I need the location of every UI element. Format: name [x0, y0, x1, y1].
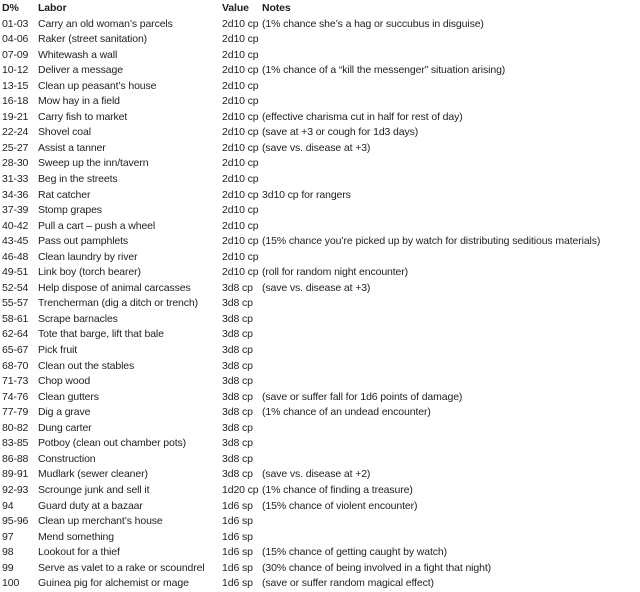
cell-d: 80-82	[2, 421, 29, 434]
cell-value: 2d10 cp	[222, 17, 259, 30]
cell-notes: (30% chance of being involved in a fight that night)	[262, 561, 491, 574]
cell-notes	[262, 172, 640, 188]
cell-value: 3d8 cp	[222, 312, 253, 325]
cell-notes	[262, 359, 640, 375]
cell-notes	[262, 343, 640, 359]
table-row	[2, 421, 640, 437]
cell-notes: (1% chance she’s a hag or succubus in disguise)	[262, 17, 484, 30]
cell-notes	[262, 250, 640, 266]
cell-labor: Link boy (torch bearer)	[38, 266, 141, 279]
cell-value: 1d6 sp	[222, 546, 253, 559]
cell-labor: Potboy (clean out chamber pots)	[38, 437, 187, 450]
cell-notes: (15% chance of violent encounter)	[262, 499, 418, 512]
cell-labor: Mow hay in a field	[38, 95, 120, 108]
table-row	[2, 219, 640, 235]
table-row	[2, 281, 640, 297]
cell-notes: (15% chance you’re picked up by watch for distributing seditious materials)	[262, 235, 601, 248]
cell-notes: (save vs. disease at +2)	[262, 468, 371, 481]
cell-d: 19-21	[2, 110, 29, 123]
table-row	[2, 250, 640, 266]
cell-notes: (roll for random night encounter)	[262, 266, 409, 279]
cell-d: 89-91	[2, 468, 29, 481]
cell-value: 2d10 cp	[222, 204, 259, 217]
cell-labor: Mudlark (sewer cleaner)	[38, 468, 148, 481]
cell-notes	[262, 514, 640, 530]
cell-labor: Carry an old woman’s parcels	[38, 17, 173, 30]
column-header-value: Value	[222, 2, 249, 14]
cell-notes	[262, 436, 640, 452]
table-row	[2, 499, 640, 515]
cell-notes: (1% chance of a “kill the messenger” situation arising)	[262, 64, 506, 77]
cell-d: 37-39	[2, 204, 29, 217]
cell-notes	[262, 94, 640, 110]
cell-value: 2d10 cp	[222, 157, 259, 170]
cell-labor: Scrounge junk and sell it	[38, 483, 150, 496]
table-row	[2, 296, 640, 312]
table-row	[2, 79, 640, 95]
table-row	[2, 203, 640, 219]
table-row	[2, 125, 640, 141]
cell-d: 65-67	[2, 344, 29, 357]
cell-notes	[262, 79, 640, 95]
cell-labor: Guinea pig for alchemist or mage	[38, 577, 189, 590]
cell-d: 34-36	[2, 188, 29, 201]
cell-value: 2d10 cp	[222, 110, 259, 123]
cell-d: 68-70	[2, 359, 29, 372]
cell-d: 99	[2, 561, 14, 574]
cell-labor: Trencherman (dig a ditch or trench)	[38, 297, 198, 310]
cell-d: 13-15	[2, 79, 29, 92]
cell-value: 3d8 cp	[222, 281, 253, 294]
cell-d: 92-93	[2, 483, 29, 496]
cell-labor: Clean laundry by river	[38, 250, 138, 263]
cell-labor: Deliver a message	[38, 64, 123, 77]
cell-value: 1d6 sp	[222, 515, 253, 528]
cell-d: 74-76	[2, 390, 29, 403]
table-row	[2, 172, 640, 188]
cell-labor: Clean out the stables	[38, 359, 135, 372]
cell-labor: Serve as valet to a rake or scoundrel	[38, 561, 205, 574]
cell-d: 58-61	[2, 312, 29, 325]
table-row	[2, 530, 640, 546]
table-row	[2, 17, 640, 33]
cell-notes: 3d10 cp for rangers	[262, 188, 351, 201]
cell-d: 16-18	[2, 95, 29, 108]
cell-notes	[262, 156, 640, 172]
cell-value: 2d10 cp	[222, 235, 259, 248]
cell-value: 3d8 cp	[222, 406, 253, 419]
cell-d: 77-79	[2, 406, 29, 419]
cell-d: 28-30	[2, 157, 29, 170]
cell-labor: Shovel coal	[38, 126, 91, 139]
cell-value: 2d10 cp	[222, 64, 259, 77]
table-row	[2, 141, 640, 157]
table-row	[2, 514, 640, 530]
cell-d: 100	[2, 577, 20, 590]
cell-value: 2d10 cp	[222, 126, 259, 139]
cell-notes	[262, 312, 640, 328]
cell-labor: Help dispose of animal carcasses	[38, 281, 191, 294]
cell-notes	[262, 421, 640, 437]
cell-value: 3d8 cp	[222, 344, 253, 357]
cell-labor: Pull a cart – push a wheel	[38, 219, 156, 232]
table-row	[2, 48, 640, 64]
cell-value: 1d6 sp	[222, 530, 253, 543]
cell-notes: (effective charisma cut in half for rest of day)	[262, 110, 463, 123]
cell-labor: Carry fish to market	[38, 110, 128, 123]
cell-labor: Assist a tanner	[38, 141, 106, 154]
table-row	[2, 483, 640, 499]
table-row	[2, 545, 640, 561]
cell-d: 98	[2, 546, 14, 559]
cell-notes: (save at +3 or cough for 1d3 days)	[262, 126, 419, 139]
cell-value: 3d8 cp	[222, 328, 253, 341]
cell-d: 43-45	[2, 235, 29, 248]
cell-notes: (save or suffer fall for 1d6 points of damage)	[262, 390, 463, 403]
table-header-row	[2, 1, 640, 17]
cell-labor: Pick fruit	[38, 344, 78, 357]
cell-notes	[262, 203, 640, 219]
cell-value: 2d10 cp	[222, 33, 259, 46]
cell-d: 52-54	[2, 281, 29, 294]
cell-d: 95-96	[2, 515, 29, 528]
cell-d: 22-24	[2, 126, 29, 139]
table-row	[2, 188, 640, 204]
cell-labor: Whitewash a wall	[38, 48, 118, 61]
cell-notes: (1% chance of finding a treasure)	[262, 483, 413, 496]
cell-notes	[262, 219, 640, 235]
cell-value: 2d10 cp	[222, 250, 259, 263]
column-header-notes: Notes	[262, 2, 291, 14]
cell-labor: Clean gutters	[38, 390, 99, 403]
cell-labor: Pass out pamphlets	[38, 235, 129, 248]
table-body	[2, 17, 640, 592]
cell-d: 55-57	[2, 297, 29, 310]
cell-labor: Mend something	[38, 530, 114, 543]
table-row	[2, 436, 640, 452]
cell-labor: Scrape barnacles	[38, 312, 118, 325]
cell-value: 3d8 cp	[222, 297, 253, 310]
cell-labor: Beg in the streets	[38, 173, 118, 186]
table-row	[2, 156, 640, 172]
table-row	[2, 343, 640, 359]
table-row	[2, 390, 640, 406]
cell-labor: Sweep up the inn/tavern	[38, 157, 149, 170]
table-row	[2, 110, 640, 126]
table-row	[2, 452, 640, 468]
cell-d: 83-85	[2, 437, 29, 450]
cell-value: 3d8 cp	[222, 390, 253, 403]
cell-value: 1d6 sp	[222, 577, 253, 590]
cell-labor: Dung carter	[38, 421, 92, 434]
cell-notes	[262, 374, 640, 390]
cell-value: 1d6 sp	[222, 561, 253, 574]
cell-d: 62-64	[2, 328, 29, 341]
cell-notes: (save or suffer random magical effect)	[262, 577, 434, 590]
cell-labor: Guard duty at a bazaar	[38, 499, 143, 512]
cell-d: 10-12	[2, 64, 29, 77]
cell-d: 97	[2, 530, 14, 543]
cell-value: 2d10 cp	[222, 79, 259, 92]
cell-labor: Stomp grapes	[38, 204, 102, 217]
cell-d: 04-06	[2, 33, 29, 46]
cell-value: 3d8 cp	[222, 452, 253, 465]
cell-notes: (1% chance of an undead encounter)	[262, 406, 431, 419]
cell-notes	[262, 48, 640, 64]
cell-labor: Construction	[38, 452, 96, 465]
table-row	[2, 359, 640, 375]
column-header-d-percent: D%	[2, 2, 19, 14]
cell-d: 25-27	[2, 141, 29, 154]
cell-value: 2d10 cp	[222, 173, 259, 186]
table-row	[2, 561, 640, 577]
table-row	[2, 234, 640, 250]
cell-value: 2d10 cp	[222, 188, 259, 201]
table-row	[2, 63, 640, 79]
cell-notes	[262, 32, 640, 48]
cell-labor: Dig a grave	[38, 406, 91, 419]
cell-notes: (save vs. disease at +3)	[262, 141, 371, 154]
cell-labor: Tote that barge, lift that bale	[38, 328, 164, 341]
cell-value: 2d10 cp	[222, 141, 259, 154]
cell-d: 01-03	[2, 17, 29, 30]
cell-value: 3d8 cp	[222, 375, 253, 388]
cell-notes	[262, 327, 640, 343]
cell-labor: Lookout for a thief	[38, 546, 120, 559]
cell-d: 49-51	[2, 266, 29, 279]
cell-value: 2d10 cp	[222, 266, 259, 279]
cell-labor: Raker (street sanitation)	[38, 33, 148, 46]
table-row	[2, 265, 640, 281]
column-header-labor: Labor	[38, 2, 67, 14]
table-row	[2, 405, 640, 421]
cell-d: 46-48	[2, 250, 29, 263]
cell-value: 2d10 cp	[222, 95, 259, 108]
cell-value: 2d10 cp	[222, 219, 259, 232]
cell-notes: (save vs. disease at +3)	[262, 281, 371, 294]
cell-value: 1d20 cp	[222, 483, 259, 496]
cell-d: 94	[2, 499, 14, 512]
cell-d: 71-73	[2, 375, 29, 388]
cell-labor: Chop wood	[38, 375, 91, 388]
cell-d: 31-33	[2, 173, 29, 186]
table-row	[2, 94, 640, 110]
cell-notes	[262, 530, 640, 546]
table-row	[2, 576, 640, 592]
table-row	[2, 327, 640, 343]
cell-d: 40-42	[2, 219, 29, 232]
table-row	[2, 32, 640, 48]
cell-labor: Rat catcher	[38, 188, 91, 201]
cell-d: 86-88	[2, 452, 29, 465]
table-row	[2, 312, 640, 328]
cell-value: 3d8 cp	[222, 437, 253, 450]
table-row	[2, 467, 640, 483]
cell-value: 1d6 sp	[222, 499, 253, 512]
cell-value: 3d8 cp	[222, 359, 253, 372]
cell-labor: Clean up merchant’s house	[38, 515, 163, 528]
table-row	[2, 374, 640, 390]
cell-notes	[262, 452, 640, 468]
cell-notes	[262, 296, 640, 312]
cell-value: 3d8 cp	[222, 421, 253, 434]
cell-d: 07-09	[2, 48, 29, 61]
cell-value: 3d8 cp	[222, 468, 253, 481]
cell-value: 2d10 cp	[222, 48, 259, 61]
cell-notes: (15% chance of getting caught by watch)	[262, 546, 448, 559]
cell-labor: Clean up peasant’s house	[38, 79, 157, 92]
